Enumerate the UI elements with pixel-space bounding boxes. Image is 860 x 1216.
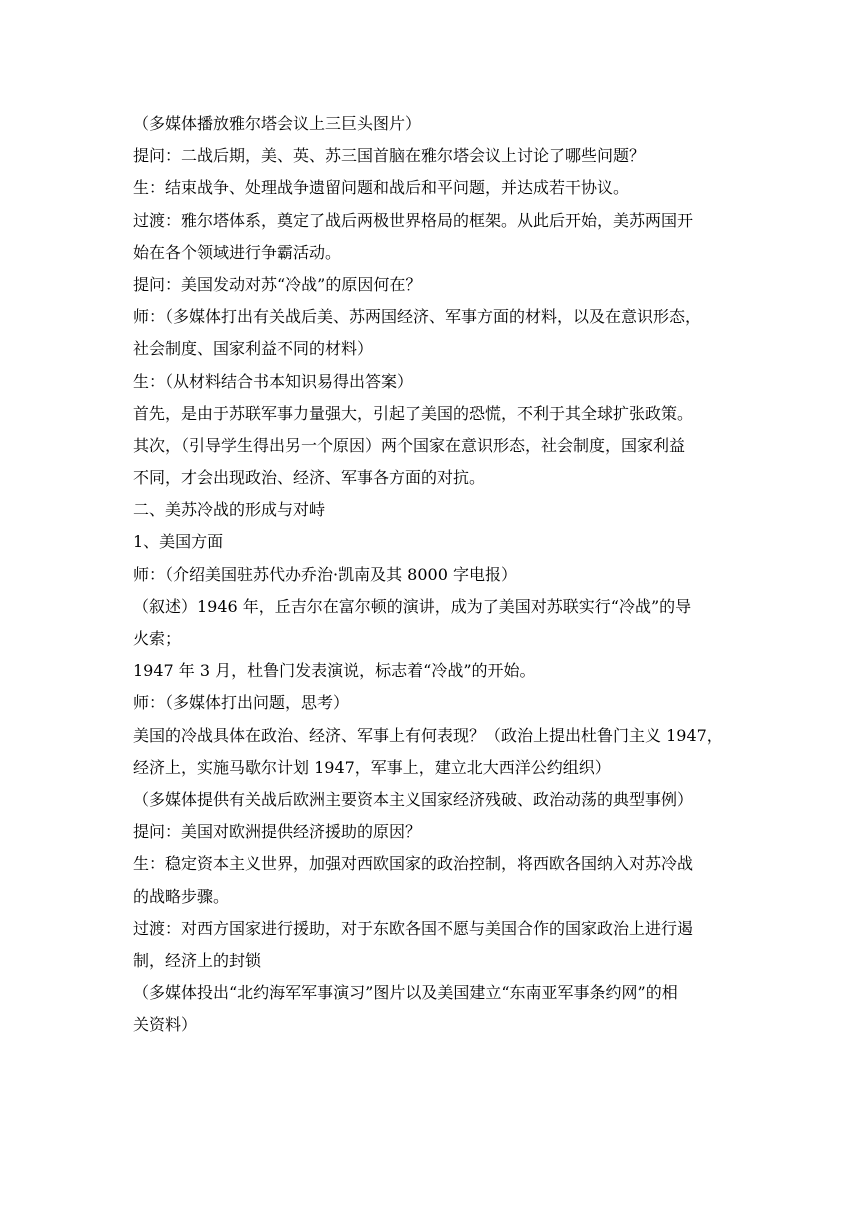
text-line: 过渡：对西方国家进行援助，对于东欧各国不愿与美国合作的国家政治上进行遏 bbox=[133, 918, 694, 938]
text-line: 的战略步骤。 bbox=[133, 886, 230, 906]
text-line: 始在各个领域进行争霸活动。 bbox=[133, 242, 342, 262]
subsection-heading: 1、美国方面 bbox=[133, 532, 224, 552]
section-heading: 二、美苏冷战的形成与对峙 bbox=[133, 500, 326, 520]
text-line: 制，经济上的封锁 bbox=[133, 950, 262, 970]
text-line: 1947 年 3 月，杜鲁门发表演说，标志着“冷战”的开始。 bbox=[133, 661, 536, 681]
text-line: 生：（从材料结合书本知识易得出答案） bbox=[133, 371, 414, 391]
text-line: 社会制度、国家利益不同的材料） bbox=[133, 339, 374, 359]
text-line: （多媒体提供有关战后欧洲主要资本主义国家经济残破、政治动荡的典型事例） bbox=[133, 789, 694, 809]
text-line: 过渡：雅尔塔体系，奠定了战后两极世界格局的框架。从此后开始，美苏两国开 bbox=[133, 210, 694, 230]
text-line: 师：（介绍美国驻苏代办乔治·凯南及其 8000 字电报） bbox=[133, 564, 517, 584]
document-body bbox=[133, 108, 741, 1041]
text-line: 师：（多媒体打出问题，思考） bbox=[133, 693, 350, 713]
text-line: 经济上，实施马歇尔计划 1947，军事上，建立北大西洋公约组织） bbox=[133, 757, 611, 777]
text-line: 生：结束战争、处理战争遗留问题和战后和平问题，并达成若干协议。 bbox=[133, 178, 630, 198]
text-line: 提问：美国对欧洲提供经济援助的原因？ bbox=[133, 822, 422, 842]
text-line: （多媒体播放雅尔塔会议上三巨头图片） bbox=[133, 114, 422, 133]
text-line: （叙述）1946 年，丘吉尔在富尔顿的演讲，成为了美国对苏联实行“冷战”的导 bbox=[133, 596, 692, 616]
text-line: 其次，（引导学生得出另一个原因）两个国家在意识形态，社会制度，国家利益 bbox=[133, 435, 686, 455]
text-line: 首先，是由于苏联军事力量强大，引起了美国的恐慌，不利于其全球扩张政策。 bbox=[133, 403, 694, 423]
text-line: 提问：二战后期，美、英、苏三国首脑在雅尔塔会议上讨论了哪些问题？ bbox=[133, 146, 646, 166]
text-line: 火索； bbox=[133, 629, 182, 648]
text-line: 关资料） bbox=[133, 1015, 198, 1035]
text-line: （多媒体投出“北约海军军事演习”图片以及美国建立“东南亚军事条约网”的相 bbox=[133, 983, 678, 1003]
text-line: 生：稳定资本主义世界，加强对西欧国家的政治控制，将西欧各国纳入对苏冷战 bbox=[133, 854, 694, 874]
text-line: 师：（多媒体打出有关战后美、苏两国经济、军事方面的材料，以及在意识形态， bbox=[133, 307, 702, 327]
text-line: 不同，才会出现政治、经济、军事各方面的对抗。 bbox=[133, 468, 486, 488]
text-line: 提问：美国发动对苏“冷战”的原因何在？ bbox=[133, 274, 422, 294]
text-line: 美国的冷战具体在政治、经济、军事上有何表现？（政治上提出杜鲁门主义 1947， bbox=[133, 725, 723, 745]
